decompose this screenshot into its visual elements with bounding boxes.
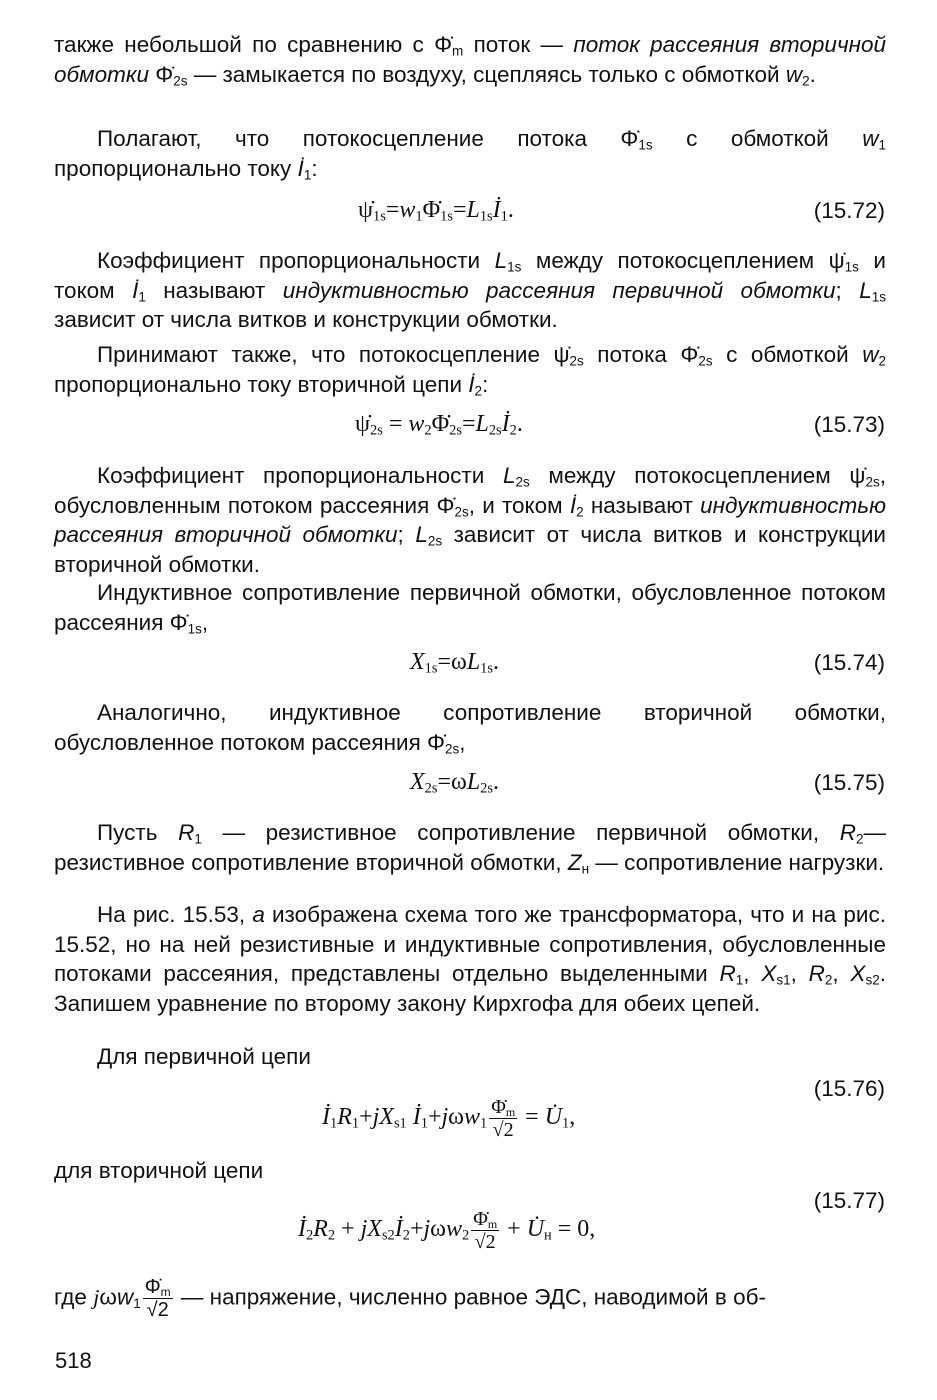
paragraph-primary-circuit [54, 1042, 886, 1072]
equation-15-77: $İ_2R_2$ + $jX_{s2}İ_2+j\omega w_2$ $\frac{\Phi̇_m}{√2}$ + $U̇_н = 0$, [298, 1208, 596, 1253]
equation-15-73: $\psi̇_{2s}$ = $w_2\Phi̇_{2s}=L_{2s}İ_2$. [355, 411, 523, 439]
paragraph-reactance-secondary: Аналогично, индуктивное сопротивление вторичной обмотки, обусловленное потоком рассеяния $\Phi̇_{2s}$, [54, 700, 886, 756]
paragraph-resistances: Пусть $R_1$ — резистивное сопротивление первичной обмотки, $R_2—$ резистивное сопротивление вторичной обмотки, $Z_н$ — сопротивление нагрузки. [54, 820, 886, 876]
paragraph-leakage-inductance-primary: Коэффициент пропорциональности $L_{1s}$ между потокосцеплением $\psi̇_{1s}$ и током $İ_1$ называют индуктивностью рассеяния первичной обмотки; $L_{1s}$ зависит от числа витков и конструкции обмотки. [54, 248, 886, 332]
equation-number: (15.73) [813, 412, 885, 437]
paragraph-continuation [54, 30, 886, 89]
equation-number: (15.75) [813, 770, 885, 795]
fraction: $\frac{\Phi̇_m}{√2}$ [491, 1096, 516, 1141]
paragraph-flux-linkage-secondary: Принимают также, что потокосцепление $\psi̇_{2s}$ потока $\Phi̇_{2s}$ с обмоткой $w_2$ пропорционально току вторичной цепи $İ_2$: [54, 342, 887, 398]
paragraph-leakage-inductance-secondary: Коэффициент пропорциональности $L_{2s}$ между потокосцеплением $\psi̇_{2s}$, обусловленным потоком рассеяния $\Phi̇_{2s}$, и током $İ_2$ называют индуктивностью рассеяния вторичной обмотки; $L_{2s}$ зависит от числа витков и конструкции вторичной обмотки. [54, 463, 887, 577]
paragraph-text: Для первичной цепи [97, 1044, 311, 1069]
equation-number: (15.76) [813, 1076, 885, 1101]
equation-number: (15.72) [813, 198, 885, 223]
paragraph-text: также небольшой по сравнению с $\Phi̇_m$ поток — поток рассеяния вторичной обмотки $\Phi̇_{2s}$ — замыкается по воздуху, сцепляясь только с обмоткой $w_2$. [54, 32, 886, 88]
fraction: $\frac{\Phi̇_m}{√2}$ [473, 1208, 498, 1253]
equation-15-74: $X_{1s}=\omega L_{1s}$. [410, 649, 499, 677]
paragraph-secondary-circuit [54, 1156, 886, 1186]
equation-number: (15.74) [813, 650, 885, 675]
page-number: 518 [55, 1348, 92, 1373]
equation-number: (15.77) [813, 1188, 885, 1213]
paragraph-flux-linkage-primary: Полагают, что потокосцепление потока $\Phi̇_{1s}$ с обмоткой $w_1$ пропорционально току $İ_1$: [54, 126, 886, 182]
paragraph-kirchhoff: На рис. 15.53, а изображена схема того же трансформатора, что и на рис. 15.52, но на ней резистивные и индуктивные сопротивления, обусловленные потоками рассеяния, представлены отдельно выделенными $R_1$, $X_{s1}$, $R_2$, $X_{s2}$. Запишем уравнение по второму закону Кирхгофа для обеих цепей. [54, 902, 887, 1016]
paragraph-emf: где jωw$_1$ $\frac{\Phi̇_m}{√2}$ — напряжение, численно равное ЭДС, наводимой в об- [54, 1276, 766, 1321]
equation-15-75: $X_{2s}=\omega L_{2s}$. [410, 769, 499, 797]
paragraph-text: для вторичной цепи [54, 1158, 264, 1183]
paragraph-reactance-primary: Индуктивное сопротивление первичной обмотки, обусловленное потоком рассеяния $\Phi̇_{1s}$, [54, 580, 886, 636]
equation-15-72: $\psi̇_{1s}=w_1\Phi̇_{1s}=L_{1s}İ_1$. [358, 197, 514, 225]
equation-15-76: $İ_1R_1+jX_{s1}$ $İ_1+j\omega w_1$ $\frac{\Phi̇_m}{√2}$ = $U̇_1$, [322, 1096, 576, 1141]
fraction: $\frac{\Phi̇_m}{√2}$ [144, 1276, 171, 1321]
